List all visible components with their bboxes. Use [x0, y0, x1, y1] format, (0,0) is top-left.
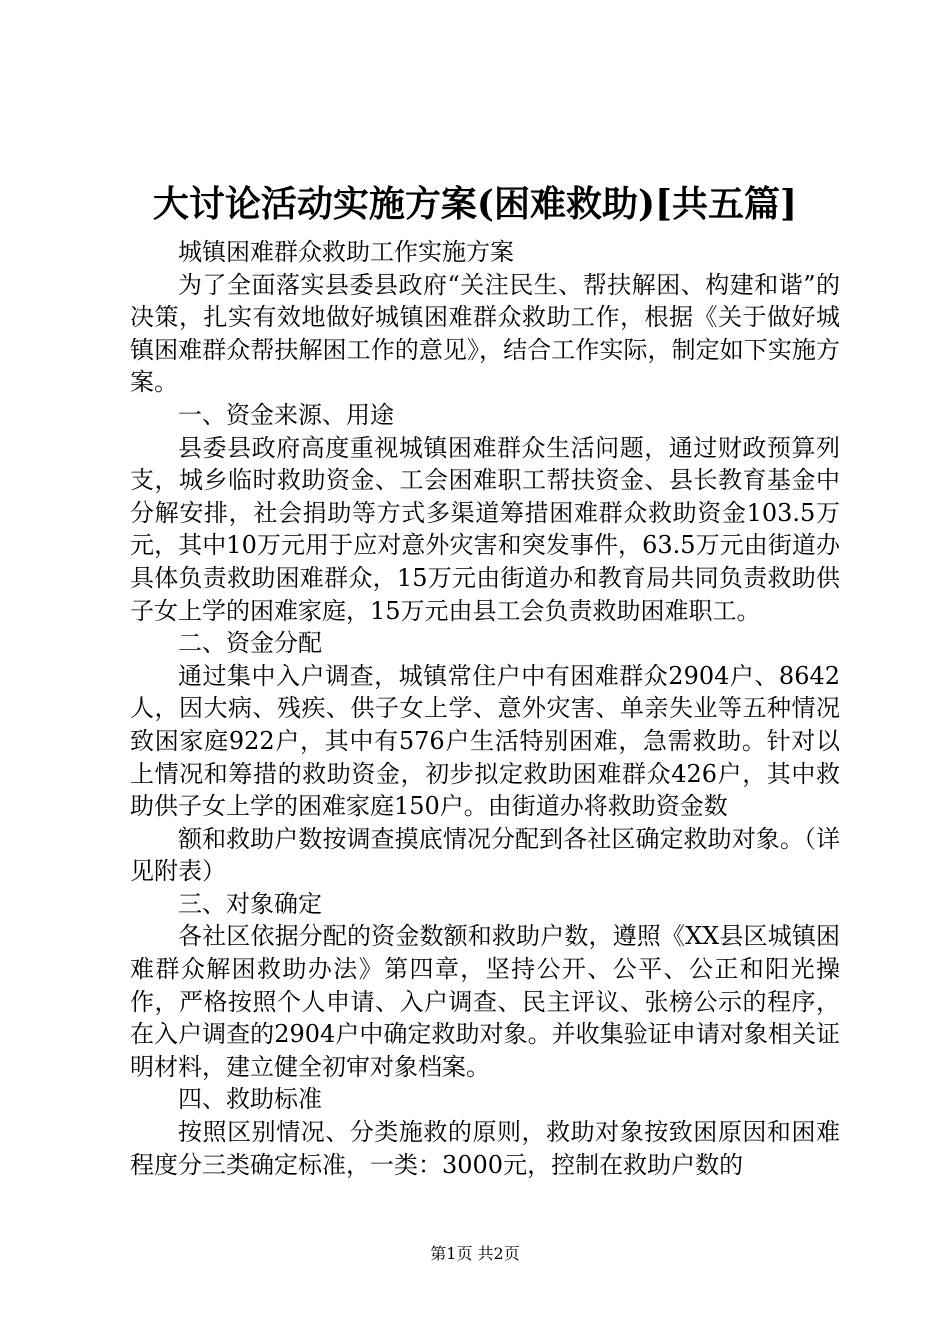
subtitle-paragraph: 城镇困难群众救助工作实施方案 — [178, 238, 514, 266]
document-title: 大讨论活动实施方案(困难救助)[共五篇] — [152, 183, 798, 225]
funds-allocation-continued-paragraph: 额和救助户数按调查摸底情况分配到各社区确定救助对象。（详见附表） — [130, 824, 840, 886]
section-heading-target-determination: 三、对象确定 — [178, 889, 322, 918]
funds-source-paragraph: 县委县政府高度重视城镇困难群众生活问题，通过财政预算列支，城乡临时救助资金、工会困难职工帮扶资金、县长教育基金中分解安排，社会捐助等方式多渠道筹措困难群众救助资金103.5万元，其中10万元用于应对意外灾害和突发事件，63.5万元由街道办具体负责救助困难群众，15万元由街道办和教育局共同负责救助供子女上学的困难家庭，15万元由县工会负责救助困难职工。 — [130, 433, 840, 625]
target-determination-paragraph: 各社区依据分配的资金数额和救助户数，遵照《XX县区城镇困难群众解困救助办法》第四章，坚持公开、公平、公正和阳光操作，严格按照个人申请、入户调查、民主评议、张榜公示的程序，在入户调查的2904户中确定救助对象。并收集验证申请对象相关证明材料，建立健全初审对象档案。 — [130, 922, 840, 1081]
section-heading-funds-allocation: 二、资金分配 — [178, 629, 322, 658]
section-heading-aid-standard: 四、救助标准 — [178, 1085, 322, 1114]
section-heading-funds-source: 一、资金来源、用途 — [178, 400, 394, 429]
funds-allocation-paragraph: 通过集中入户调查，城镇常住户中有困难群众2904户、8642人，因大病、残疾、供子女上学、意外灾害、单亲失业等五种情况致困家庭922户，其中有576户生活特别困难，急需救助。针对以上情况和筹措的救助资金，初步拟定救助困难群众426户，其中救助供子女上学的困难家庭150户。由街道办将救助资金数 — [130, 661, 840, 821]
document-body — [130, 236, 840, 1181]
page-footer: 第1页 共2页 — [430, 1244, 520, 1263]
aid-standard-paragraph: 按照区别情况、分类施救的原则，救助对象按致困原因和困难程度分三类确定标准，一类：3000元，控制在救助户数的 — [130, 1118, 840, 1179]
intro-paragraph: 为了全面落实县委县政府“关注民生、帮扶解困、构建和谐”的决策，扎实有效地做好城镇困难群众救助工作，根据《关于做好城镇困难群众帮扶解困工作的意见》，结合工作实际，制定如下实施方案。 — [130, 270, 840, 397]
